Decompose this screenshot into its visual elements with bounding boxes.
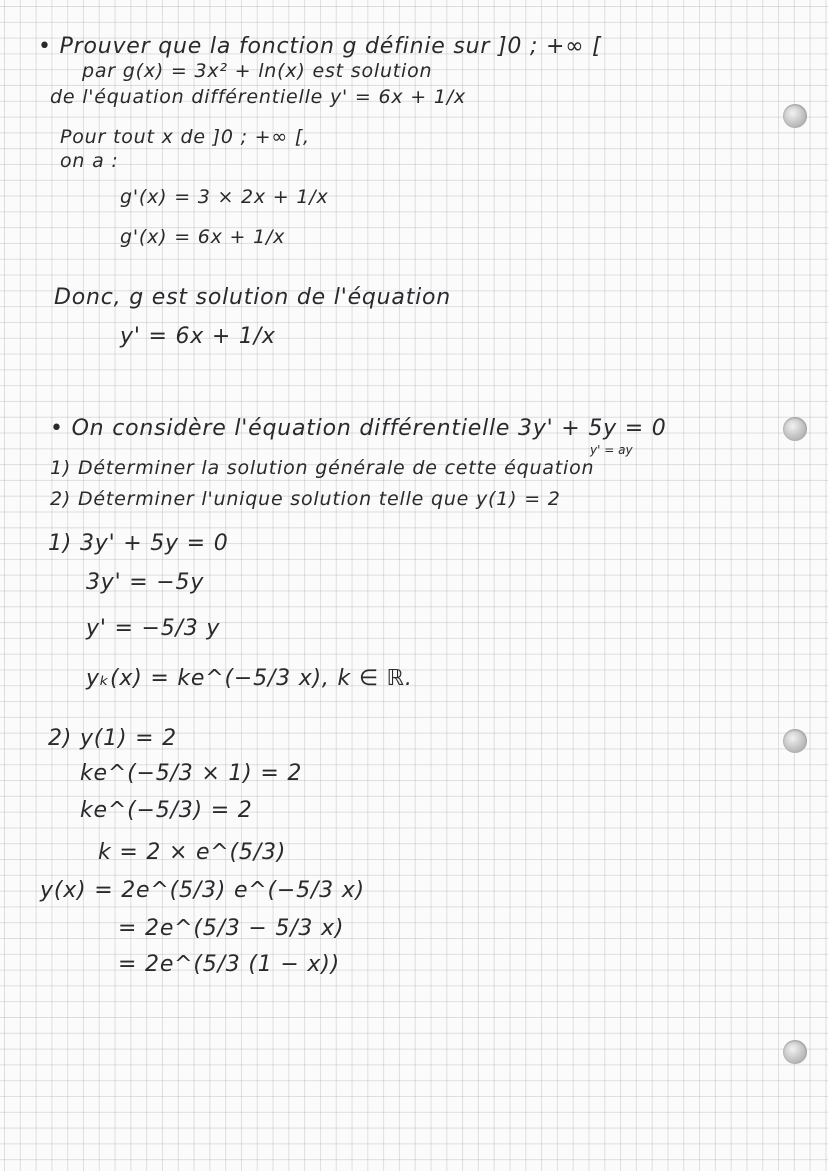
exercise1-conclusion-line2: y' = 6x + 1/x — [120, 324, 276, 349]
answer2-line1: 2) y(1) = 2 — [48, 726, 177, 751]
answer2-line3: ke^(−5/3) = 2 — [80, 798, 253, 823]
derivative-step-2: g'(x) = 6x + 1/x — [120, 226, 286, 248]
exercise1-statement-line3: de l'équation différentielle y' = 6x + 1/x — [50, 86, 466, 108]
answer2-line6: = 2e^(5/3 − 5/3 x) — [118, 916, 345, 941]
exercise2-question-2: 2) Déterminer l'unique solution telle que y(1) = 2 — [50, 488, 561, 510]
exercise1-statement-line1: • Prouver que la fonction g définie sur ]0 ; +∞ [ — [38, 34, 602, 59]
answer2-line7: = 2e^(5/3 (1 − x)) — [118, 952, 340, 977]
answer1-line1: 1) 3y' + 5y = 0 — [48, 531, 229, 556]
answer2-line5: y(x) = 2e^(5/3) e^(−5/3 x) — [40, 878, 365, 903]
binder-hole — [783, 729, 807, 753]
exercise2-question-1: 1) Déterminer la solution générale de cette équation — [50, 457, 595, 479]
answer1-line4: yₖ(x) = ke^(−5/3 x), k ∈ ℝ. — [86, 666, 413, 691]
answer2-line2: ke^(−5/3 × 1) = 2 — [80, 761, 303, 786]
binder-hole — [783, 1040, 807, 1064]
exercise2-margin-note: y' = ay — [590, 443, 633, 457]
answer2-line4: k = 2 × e^(5/3) — [98, 840, 287, 865]
exercise1-statement-line2: par g(x) = 3x² + ln(x) est solution — [82, 60, 433, 82]
answer1-line3: y' = −5/3 y — [86, 616, 221, 641]
exercise2-statement: • On considère l'équation différentielle 3y' + 5y = 0 — [50, 416, 667, 441]
binder-hole — [783, 417, 807, 441]
exercise1-conclusion-line1: Donc, g est solution de l'équation — [54, 285, 452, 310]
exercise1-intro-line1: Pour tout x de ]0 ; +∞ [, — [60, 126, 310, 148]
answer1-line2: 3y' = −5y — [86, 570, 205, 595]
binder-hole — [783, 104, 807, 128]
derivative-step-1: g'(x) = 3 × 2x + 1/x — [120, 186, 329, 208]
exercise1-intro-line2: on a : — [60, 150, 119, 172]
